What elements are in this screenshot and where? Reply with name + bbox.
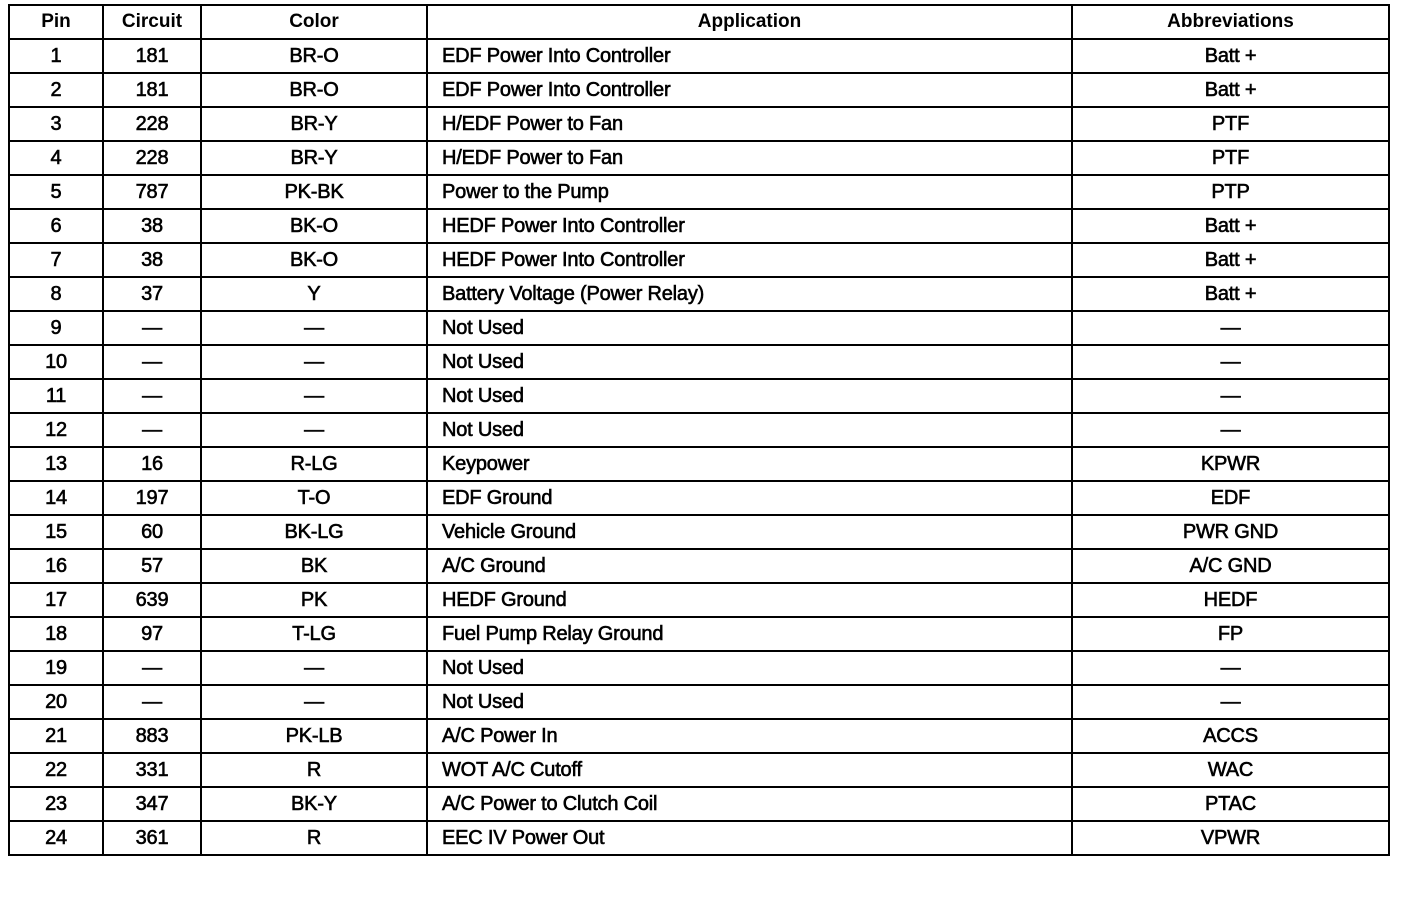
circuit-cell: 181 (103, 73, 201, 107)
pin-cell: 10 (9, 345, 103, 379)
pin-cell: 8 (9, 277, 103, 311)
header-pin: Pin (9, 5, 103, 39)
table-header (9, 5, 1389, 39)
application-cell: EDF Power Into Controller (427, 73, 1072, 107)
application-cell: Not Used (427, 345, 1072, 379)
pinout-sheet (8, 4, 1388, 904)
pin-cell: 4 (9, 141, 103, 175)
table-row (9, 277, 1389, 311)
application-cell: A/C Ground (427, 549, 1072, 583)
table-row (9, 209, 1389, 243)
color-cell: R (201, 753, 427, 787)
application-cell: EDF Power Into Controller (427, 39, 1072, 73)
table-row (9, 515, 1389, 549)
table-row (9, 617, 1389, 651)
abbreviation-cell: Batt + (1072, 277, 1389, 311)
circuit-cell: 16 (103, 447, 201, 481)
application-cell: H/EDF Power to Fan (427, 107, 1072, 141)
pin-cell: 22 (9, 753, 103, 787)
table-row (9, 311, 1389, 345)
circuit-cell: 38 (103, 209, 201, 243)
circuit-cell: 361 (103, 821, 201, 855)
color-cell: T-LG (201, 617, 427, 651)
color-cell: R-LG (201, 447, 427, 481)
abbreviation-cell: Batt + (1072, 73, 1389, 107)
pin-cell: 6 (9, 209, 103, 243)
header-application: Application (427, 5, 1072, 39)
pin-cell: 20 (9, 685, 103, 719)
color-cell: BR-Y (201, 141, 427, 175)
pin-cell: 24 (9, 821, 103, 855)
application-cell: Battery Voltage (Power Relay) (427, 277, 1072, 311)
abbreviation-cell: ACCS (1072, 719, 1389, 753)
color-cell: BR-Y (201, 107, 427, 141)
abbreviation-cell: — (1072, 379, 1389, 413)
circuit-cell: 228 (103, 107, 201, 141)
abbreviation-cell: Batt + (1072, 209, 1389, 243)
color-cell: — (201, 413, 427, 447)
application-cell: A/C Power to Clutch Coil (427, 787, 1072, 821)
pin-cell: 11 (9, 379, 103, 413)
table-row (9, 787, 1389, 821)
color-cell: BK-O (201, 243, 427, 277)
pin-cell: 15 (9, 515, 103, 549)
table-body (9, 39, 1389, 855)
color-cell: BK-O (201, 209, 427, 243)
application-cell: Power to the Pump (427, 175, 1072, 209)
application-cell: HEDF Power Into Controller (427, 209, 1072, 243)
color-cell: BR-O (201, 39, 427, 73)
circuit-cell: 197 (103, 481, 201, 515)
abbreviation-cell: PWR GND (1072, 515, 1389, 549)
abbreviation-cell: — (1072, 345, 1389, 379)
circuit-cell: 639 (103, 583, 201, 617)
color-cell: — (201, 311, 427, 345)
color-cell: BK-LG (201, 515, 427, 549)
table-row (9, 107, 1389, 141)
abbreviation-cell: — (1072, 651, 1389, 685)
header-row (9, 5, 1389, 39)
table-row (9, 583, 1389, 617)
circuit-cell: 38 (103, 243, 201, 277)
application-cell: EDF Ground (427, 481, 1072, 515)
color-cell: PK-BK (201, 175, 427, 209)
color-cell: PK-LB (201, 719, 427, 753)
abbreviation-cell: PTP (1072, 175, 1389, 209)
table-row (9, 719, 1389, 753)
abbreviation-cell: PTAC (1072, 787, 1389, 821)
application-cell: Fuel Pump Relay Ground (427, 617, 1072, 651)
application-cell: H/EDF Power to Fan (427, 141, 1072, 175)
table-row (9, 685, 1389, 719)
table-row (9, 753, 1389, 787)
table-row (9, 243, 1389, 277)
table-row (9, 345, 1389, 379)
table-row (9, 413, 1389, 447)
pin-cell: 9 (9, 311, 103, 345)
circuit-cell: — (103, 379, 201, 413)
abbreviation-cell: — (1072, 685, 1389, 719)
header-circuit: Circuit (103, 5, 201, 39)
abbreviation-cell: — (1072, 311, 1389, 345)
application-cell: Not Used (427, 311, 1072, 345)
circuit-cell: — (103, 685, 201, 719)
color-cell: PK (201, 583, 427, 617)
pin-cell: 18 (9, 617, 103, 651)
circuit-cell: 57 (103, 549, 201, 583)
abbreviation-cell: — (1072, 413, 1389, 447)
pin-cell: 21 (9, 719, 103, 753)
table-row (9, 379, 1389, 413)
application-cell: Not Used (427, 413, 1072, 447)
abbreviation-cell: VPWR (1072, 821, 1389, 855)
table-row (9, 481, 1389, 515)
pin-cell: 1 (9, 39, 103, 73)
pin-cell: 23 (9, 787, 103, 821)
pin-cell: 7 (9, 243, 103, 277)
circuit-cell: 883 (103, 719, 201, 753)
application-cell: Not Used (427, 651, 1072, 685)
color-cell: BK-Y (201, 787, 427, 821)
color-cell: R (201, 821, 427, 855)
abbreviation-cell: HEDF (1072, 583, 1389, 617)
abbreviation-cell: Batt + (1072, 243, 1389, 277)
pin-cell: 14 (9, 481, 103, 515)
table-row (9, 141, 1389, 175)
application-cell: Not Used (427, 685, 1072, 719)
abbreviation-cell: FP (1072, 617, 1389, 651)
table-row (9, 651, 1389, 685)
circuit-cell: 347 (103, 787, 201, 821)
color-cell: T-O (201, 481, 427, 515)
color-cell: — (201, 379, 427, 413)
application-cell: Keypower (427, 447, 1072, 481)
header-color: Color (201, 5, 427, 39)
abbreviation-cell: EDF (1072, 481, 1389, 515)
color-cell: — (201, 345, 427, 379)
circuit-cell: — (103, 345, 201, 379)
circuit-cell: — (103, 413, 201, 447)
table-row (9, 175, 1389, 209)
application-cell: WOT A/C Cutoff (427, 753, 1072, 787)
pin-cell: 12 (9, 413, 103, 447)
table-row (9, 821, 1389, 855)
color-cell: BK (201, 549, 427, 583)
pin-cell: 17 (9, 583, 103, 617)
circuit-cell: 228 (103, 141, 201, 175)
circuit-cell: 37 (103, 277, 201, 311)
pin-cell: 13 (9, 447, 103, 481)
circuit-cell: 60 (103, 515, 201, 549)
abbreviation-cell: WAC (1072, 753, 1389, 787)
abbreviation-cell: PTF (1072, 107, 1389, 141)
table-row (9, 447, 1389, 481)
abbreviation-cell: PTF (1072, 141, 1389, 175)
application-cell: HEDF Power Into Controller (427, 243, 1072, 277)
application-cell: Not Used (427, 379, 1072, 413)
pin-cell: 19 (9, 651, 103, 685)
circuit-cell: 97 (103, 617, 201, 651)
circuit-cell: — (103, 311, 201, 345)
pinout-table (8, 4, 1390, 856)
table-row (9, 549, 1389, 583)
circuit-cell: 787 (103, 175, 201, 209)
pin-cell: 16 (9, 549, 103, 583)
abbreviation-cell: A/C GND (1072, 549, 1389, 583)
pin-cell: 2 (9, 73, 103, 107)
table-row (9, 39, 1389, 73)
circuit-cell: 331 (103, 753, 201, 787)
color-cell: — (201, 651, 427, 685)
pin-cell: 3 (9, 107, 103, 141)
color-cell: BR-O (201, 73, 427, 107)
application-cell: EEC IV Power Out (427, 821, 1072, 855)
abbreviation-cell: Batt + (1072, 39, 1389, 73)
color-cell: — (201, 685, 427, 719)
pin-cell: 5 (9, 175, 103, 209)
application-cell: HEDF Ground (427, 583, 1072, 617)
circuit-cell: — (103, 651, 201, 685)
header-abbreviations: Abbreviations (1072, 5, 1389, 39)
application-cell: A/C Power In (427, 719, 1072, 753)
color-cell: Y (201, 277, 427, 311)
abbreviation-cell: KPWR (1072, 447, 1389, 481)
table-row (9, 73, 1389, 107)
circuit-cell: 181 (103, 39, 201, 73)
application-cell: Vehicle Ground (427, 515, 1072, 549)
